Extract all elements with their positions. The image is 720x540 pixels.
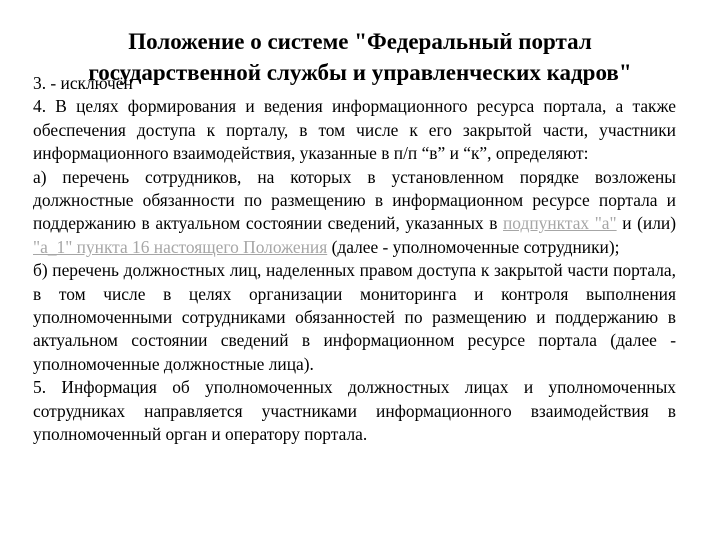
subpoint-a-link[interactable]: подпунктах "а" [503, 213, 617, 234]
paragraph-5: 5. Информация об уполномоченных должностных лицах и уполномоченных сотрудниках направляется участниками информационного взаимодействия в уполномоченный орган и оператору портала. [33, 377, 676, 445]
document-body [33, 72, 676, 447]
paragraph-a-text-end: (далее - уполномоченные сотрудники); [327, 236, 620, 257]
page-title-line-2: государственной службы и управленческих кадров" [88, 60, 632, 85]
paragraph-b: б) перечень должностных лиц, наделенных правом доступа к закрытой части портала, в том числе в целях организации мониторинга и контроля выполнения уполномоченными сотрудниками обязанностей по размещению и поддержанию в актуальном состоянии сведений в информационном ресурсе портала (далее - уполномоченные должностные лица). [33, 260, 676, 374]
point-16-link[interactable]: "а_1" пункта 16 настоящего Положения [33, 236, 328, 257]
paragraph-a-text-middle: и (или) [616, 213, 676, 234]
paragraph-3: 3. - исключён [33, 73, 133, 93]
paragraph-4: 4. В целях формирования и ведения информационного ресурса портала, а также обеспечения доступа к порталу, в том числе к его закрытой части, участники информационного взаимодействия, указанные в п/п “в” и “к”, определяют: [33, 96, 676, 164]
page-title-line-1: Положение о системе "Федеральный портал [128, 29, 592, 54]
paragraph-a [33, 166, 676, 260]
paragraph-a-text-start: а) перечень сотрудников, на которых в установленном порядке возложены должностные обязанности по размещению в информационном ресурсе портала и поддержанию в актуальном состоянии сведений, указанных в [33, 166, 676, 234]
